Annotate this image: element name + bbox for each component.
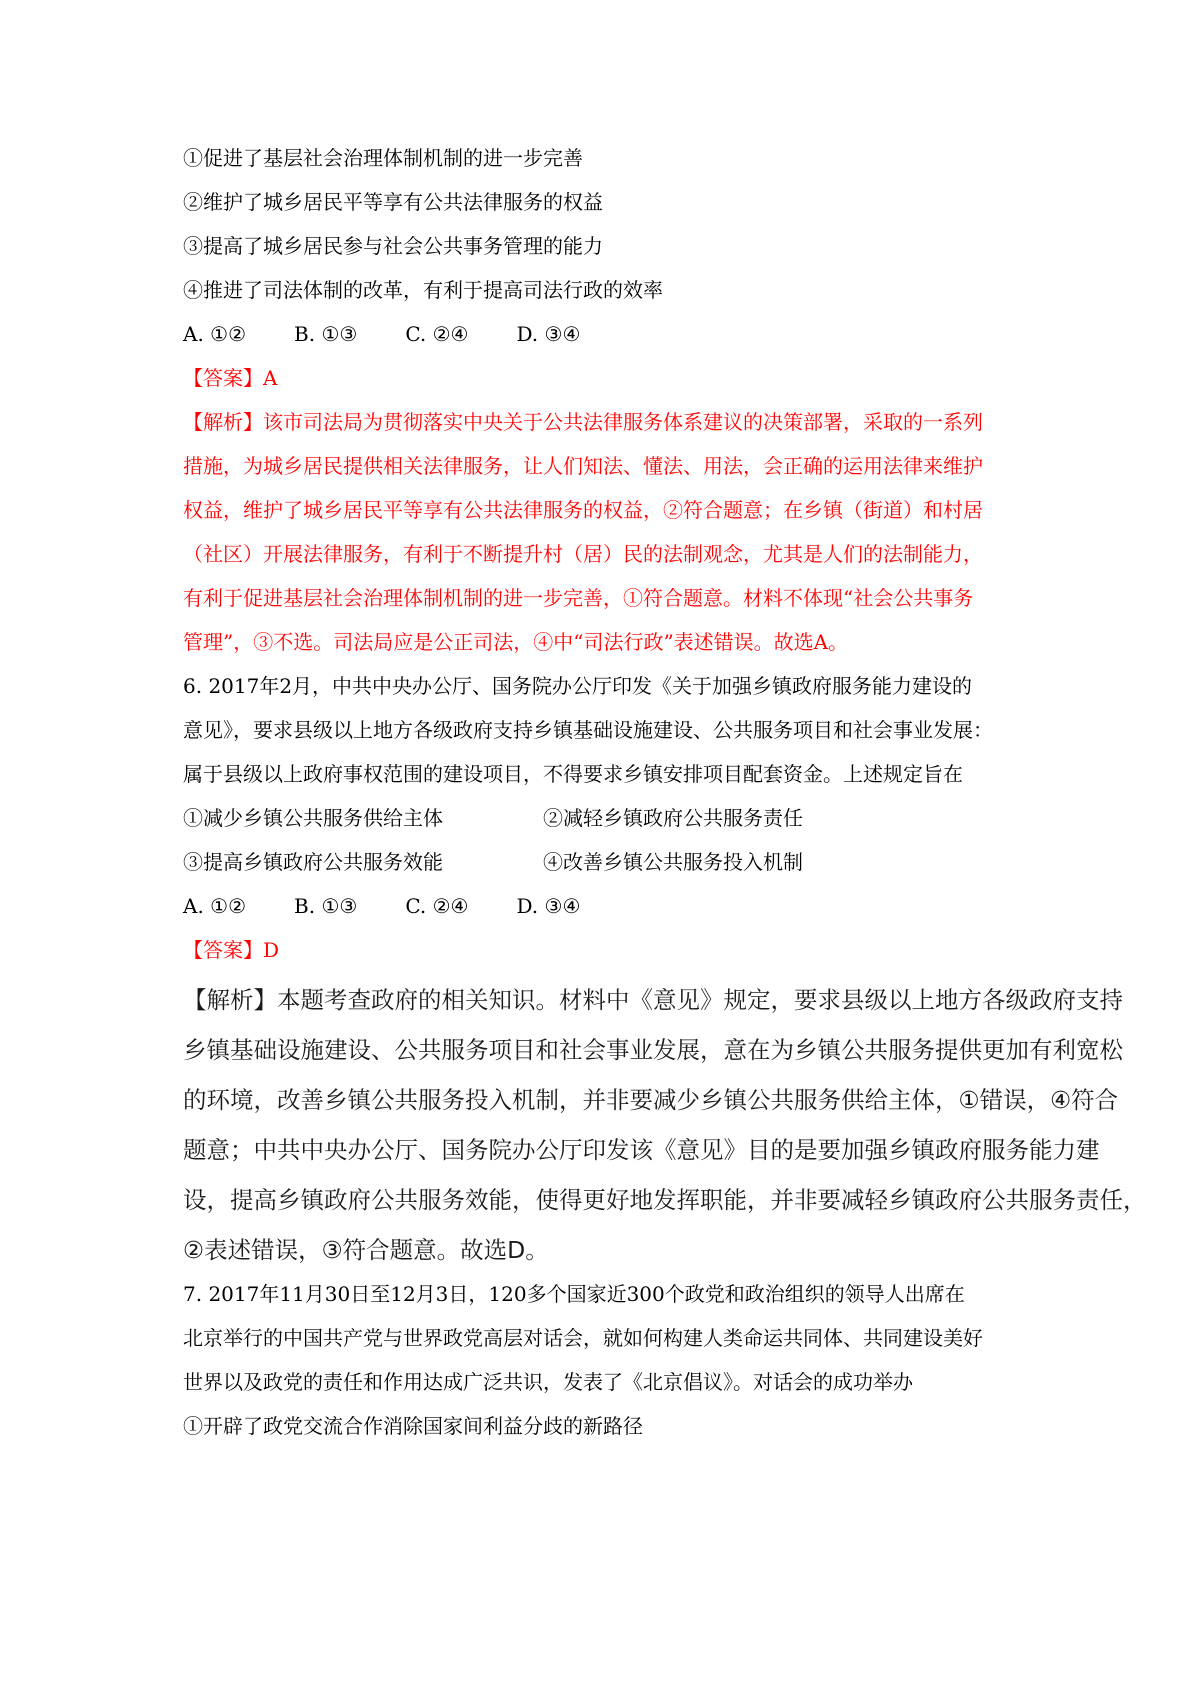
q6-stem-line-2: 意见》，要求县级以上地方各级政府支持乡镇基础设施建设、公共服务项目和社会事业发展： — [183, 718, 993, 742]
q6-option-b: B. ①③ — [294, 894, 358, 918]
q5-analysis-line-6: 管理”，③不选。司法局应是公正司法，④中“司法行政”表述错误。故选A。 — [183, 630, 849, 654]
q5-option-c: C. ②④ — [405, 322, 469, 346]
q6-item-1: ①减少乡镇公共服务供给主体 — [183, 806, 443, 830]
q6-options — [183, 892, 580, 920]
q6-stem-line-1: 6. 2017年2月，中共中央办公厅、国务院办公厅印发《关于加强乡镇政府服务能力建设的 — [183, 674, 973, 698]
q5-analysis-line-1: 【解析】该市司法局为贯彻落实中央关于公共法律服务体系建议的决策部署，采取的一系列 — [183, 410, 983, 434]
q6-item-3: ③提高乡镇政府公共服务效能 — [183, 850, 443, 874]
q5-item-1: ①促进了基层社会治理体制机制的进一步完善 — [183, 146, 583, 170]
q6-analysis-line-5: 设，提高乡镇政府公共服务效能，使得更好地发挥职能，并非要减轻乡镇政府公共服务责任， — [183, 1186, 1147, 1214]
q7-stem-line-3: 世界以及政党的责任和作用达成广泛共识，发表了《北京倡议》。对话会的成功举办 — [183, 1370, 913, 1394]
q6-analysis-line-6: ②表述错误，③符合题意。故选D。 — [183, 1236, 549, 1264]
q5-analysis-line-2: 措施，为城乡居民提供相关法律服务，让人们知法、懂法、用法，会正确的运用法律来维护 — [183, 454, 983, 478]
q6-option-a: A. ①② — [183, 894, 247, 918]
q5-item-3: ③提高了城乡居民参与社会公共事务管理的能力 — [183, 234, 603, 258]
q7-item-1: ①开辟了政党交流合作消除国家间利益分歧的新路径 — [183, 1414, 643, 1438]
q5-item-2: ②维护了城乡居民平等享有公共法律服务的权益 — [183, 190, 603, 214]
q6-stem-line-3: 属于县级以上政府事权范围的建设项目，不得要求乡镇安排项目配套资金。上述规定旨在 — [183, 762, 963, 786]
q5-option-b: B. ①③ — [294, 322, 358, 346]
q6-analysis-line-3: 的环境，改善乡镇公共服务投入机制，并非要减少乡镇公共服务供给主体，①错误，④符合 — [183, 1086, 1119, 1114]
q5-options — [183, 320, 580, 348]
q5-analysis-line-3: 权益，维护了城乡居民平等享有公共法律服务的权益，②符合题意；在乡镇（街道）和村居 — [183, 498, 983, 522]
q6-option-d: D. ③④ — [516, 894, 581, 918]
q5-analysis-line-4: （社区）开展法律服务，有利于不断提升村（居）民的法制观念，尤其是人们的法制能力， — [183, 542, 983, 566]
q5-item-4: ④推进了司法体制的改革，有利于提高司法行政的效率 — [183, 278, 663, 302]
q7-stem-line-1: 7. 2017年11月30日至12月3日，120多个国家近300个政党和政治组织的领导人出席在 — [183, 1282, 965, 1306]
q7-stem-line-2: 北京举行的中国共产党与世界政党高层对话会，就如何构建人类命运共同体、共同建设美好 — [183, 1326, 983, 1350]
q6-analysis-line-1: 【解析】本题考查政府的相关知识。材料中《意见》规定，要求县级以上地方各级政府支持 — [183, 986, 1123, 1014]
q6-item-2: ②减轻乡镇政府公共服务责任 — [543, 806, 803, 830]
q5-analysis-line-5: 有利于促进基层社会治理体制机制的进一步完善，①符合题意。材料不体现“社会公共事务 — [183, 586, 974, 610]
q6-analysis-line-4: 题意；中共中央办公厅、国务院办公厅印发该《意见》目的是要加强乡镇政府服务能力建 — [183, 1136, 1100, 1164]
q6-analysis-line-2: 乡镇基础设施建设、公共服务项目和社会事业发展，意在为乡镇公共服务提供更加有利宽松 — [183, 1036, 1123, 1064]
q6-items-row-2 — [183, 848, 1083, 876]
q5-option-a: A. ①② — [183, 322, 247, 346]
q6-item-4: ④改善乡镇公共服务投入机制 — [543, 850, 803, 874]
q6-items-row-1 — [183, 804, 1083, 832]
q5-option-d: D. ③④ — [516, 322, 581, 346]
q6-option-c: C. ②④ — [405, 894, 469, 918]
q5-answer: 【答案】A — [183, 366, 278, 390]
q6-answer: 【答案】D — [183, 938, 280, 962]
